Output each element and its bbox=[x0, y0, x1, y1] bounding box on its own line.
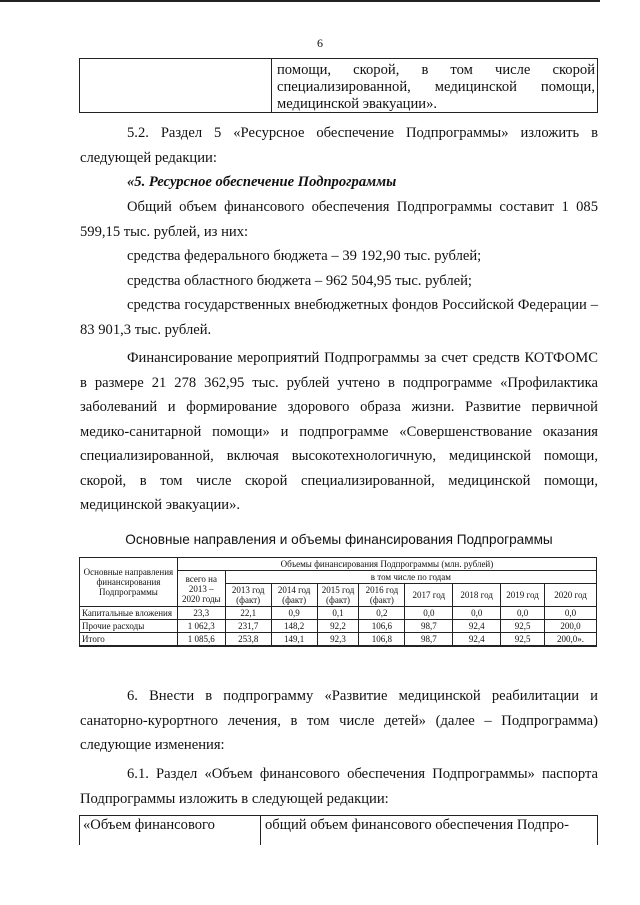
cell-value: 148,2 bbox=[271, 620, 317, 633]
paragraph-kotfoms: Финансирование мероприятий Подпрограммы за счет средств КОТФОМС в размере 21 278 362,95 тыс. рублей учтено в подпрограмме «Профилактика заболеваний и формирование здорового образа жизни. Развитие первичной медико-санитарной помощи» и подпрограмме «Совершенствование оказания специализированной, включая высокотехнологичную, медицинской помощи, скорой, в том числе скорой специализированной, медицинской помощи, медицинской эвакуации». bbox=[80, 350, 598, 513]
table-row bbox=[80, 607, 597, 620]
paragraph-federal: средства федерального бюджета – 39 192,90 тыс. рублей; bbox=[127, 248, 482, 264]
header-by-year: в том числе по годам bbox=[225, 571, 596, 584]
header-year: 2016 год (факт) bbox=[359, 584, 405, 607]
section-heading: «5. Ресурсное обеспечение Подпрограммы bbox=[127, 174, 397, 190]
cell-value: 98,7 bbox=[405, 633, 453, 647]
header-year: 2018 год bbox=[453, 584, 501, 607]
header-volumes: Объемы финансирования Подпрограммы (млн. рублей) bbox=[177, 558, 596, 571]
cell-value: 92,5 bbox=[501, 633, 545, 647]
passport-table-right-cell: общий объем финансового обеспечения Подпро- bbox=[265, 817, 569, 833]
cell-value: 0,1 bbox=[317, 607, 359, 620]
row-label: Итого bbox=[80, 633, 178, 647]
cell-value: 106,8 bbox=[359, 633, 405, 647]
cell-total: 1 085,6 bbox=[177, 633, 225, 647]
header-year: 2015 год (факт) bbox=[317, 584, 359, 607]
paragraph-6-1: 6.1. Раздел «Объем финансового обеспечения Подпрограммы» паспорта Подпрограммы изложить в следующей редакции: bbox=[80, 766, 598, 807]
header-year: 2013 год (факт) bbox=[225, 584, 271, 607]
table-row-total bbox=[80, 633, 597, 647]
cell-value: 0,0 bbox=[405, 607, 453, 620]
continued-table bbox=[79, 58, 598, 113]
cell-value: 92,2 bbox=[317, 620, 359, 633]
header-year: 2020 год bbox=[545, 584, 597, 607]
cell-value: 149,1 bbox=[271, 633, 317, 647]
header-year: 2019 год bbox=[501, 584, 545, 607]
cell-value: 231,7 bbox=[225, 620, 271, 633]
cell-total: 23,3 bbox=[177, 607, 225, 620]
paragraph-total: Общий объем финансового обеспечения Подпрограммы составит 1 085 599,15 тыс. рублей, из них: bbox=[80, 199, 598, 240]
table-caption: Основные направления и объемы финансирования Подпрограммы bbox=[125, 532, 553, 547]
page-number: 6 bbox=[317, 36, 323, 50]
passport-table-left-cell: «Объем финансового bbox=[80, 816, 261, 845]
row-label: Прочие расходы bbox=[80, 620, 178, 633]
table-row bbox=[80, 620, 597, 633]
paragraph-regional: средства областного бюджета – 962 504,95 тыс. рублей; bbox=[127, 273, 472, 289]
cell-value: 98,7 bbox=[405, 620, 453, 633]
cell-value: 92,4 bbox=[453, 633, 501, 647]
cell-value: 92,3 bbox=[317, 633, 359, 647]
financing-table bbox=[79, 557, 597, 647]
cell-value: 0,0 bbox=[501, 607, 545, 620]
header-year: 2017 год bbox=[405, 584, 453, 607]
header-total: всего на 2013 – 2020 годы bbox=[177, 571, 225, 607]
passport-table bbox=[79, 815, 598, 845]
cell-total: 1 062,3 bbox=[177, 620, 225, 633]
cell-value: 253,8 bbox=[225, 633, 271, 647]
cell-value: 22,1 bbox=[225, 607, 271, 620]
header-year: 2014 год (факт) bbox=[271, 584, 317, 607]
cell-value: 0,9 bbox=[271, 607, 317, 620]
continued-table-right-cell: помощи, скорой, в том числе скорой специализированной, медицинской помощи, медицинской эвакуации». bbox=[277, 62, 595, 112]
cell-value: 92,4 bbox=[453, 620, 501, 633]
top-rule bbox=[0, 0, 600, 2]
continued-table-left-cell bbox=[80, 59, 272, 112]
cell-value: 92,5 bbox=[501, 620, 545, 633]
cell-value: 0,0 bbox=[453, 607, 501, 620]
paragraph-5-2: 5.2. Раздел 5 «Ресурсное обеспечение Подпрограммы» изложить в следующей редакции: bbox=[80, 125, 598, 166]
cell-value: 0,2 bbox=[359, 607, 405, 620]
cell-value: 0,0 bbox=[545, 607, 597, 620]
cell-value: 106,6 bbox=[359, 620, 405, 633]
cell-value: 200,0». bbox=[545, 633, 597, 647]
paragraph-funds: средства государственных внебюджетных фондов Российской Федерации – 83 901,3 тыс. рублей. bbox=[80, 297, 598, 338]
row-label: Капитальные вложения bbox=[80, 607, 178, 620]
paragraph-6: 6. Внести в подпрограмму «Развитие медицинской реабилитации и санаторно-курортного лечения, в том числе детей» (далее – Подпрограмма) следующие изменения: bbox=[80, 688, 598, 753]
header-directions: Основные направления финансирования Подпрограммы bbox=[80, 558, 178, 607]
cell-value: 200,0 bbox=[545, 620, 597, 633]
